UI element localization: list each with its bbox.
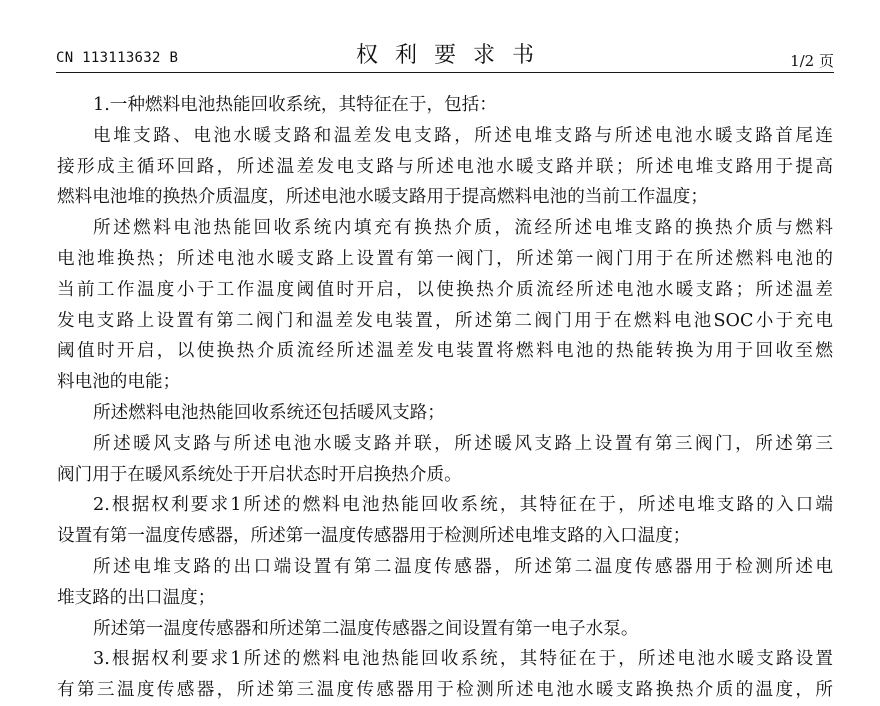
claim-line: 所述燃料电池热能回收系统还包括暖风支路；	[93, 402, 445, 423]
document-title: 权利要求书	[355, 43, 551, 68]
claim-line: 所述电堆支路的出口端设置有第二温度传感器，所述第二温度传感器用于检测所述电	[93, 556, 833, 577]
claim-line: 3.根据权利要求1所述的燃料电池热能回收系统，其特征在于，所述电池水暖支路设置	[93, 649, 833, 670]
claim-line: 料电池的电能；	[57, 372, 181, 393]
claim-line: 燃料电池堆的换热介质温度，所述电池水暖支路用于提高燃料电池的当前工作温度；	[57, 187, 708, 208]
claim-line: 设置有第一温度传感器，所述第一温度传感器用于检测所述电堆支路的入口温度；	[57, 526, 691, 547]
claim-line: 电池堆换热；所述电池水暖支路上设置有第一阀门，所述第一阀门用于在所述燃料电池的	[57, 248, 833, 269]
claim-line: 电堆支路、电池水暖支路和温差发电支路，所述电堆支路与所述电池水暖支路首尾连	[93, 125, 833, 146]
claim-line: 有第三温度传感器，所述第三温度传感器用于检测所述电池水暖支路换热介质的温度，所	[57, 680, 833, 701]
claim-line: 接形成主循环回路，所述温差发电支路与所述电池水暖支路并联；所述电堆支路用于提高	[57, 156, 833, 177]
claim-line: 当前工作温度小于工作温度阈值时开启，以使换热介质流经所述电池水暖支路；所述温差	[57, 279, 833, 300]
claim-line: 所述暖风支路与所述电池水暖支路并联，所述暖风支路上设置有第三阀门，所述第三	[93, 433, 833, 454]
claim-line: 所述第一温度传感器和所述第二温度传感器之间设置有第一电子水泵。	[93, 618, 639, 639]
page-header	[56, 38, 834, 73]
claim-line: 堆支路的出口温度；	[57, 587, 216, 608]
claims-text	[57, 90, 833, 706]
claim-line: 发电支路上设置有第二阀门和温差发电装置，所述第二阀门用于在燃料电池SOC小于充电	[57, 310, 833, 331]
claim-line: 阈值时开启，以使换热介质流经所述温差发电装置将燃料电池的热能转换为用于回收至燃	[57, 341, 833, 362]
claim-line: 1.一种燃料电池热能回收系统，其特征在于，包括：	[93, 95, 497, 115]
claim-line: 2.根据权利要求1所述的燃料电池热能回收系统，其特征在于，所述电堆支路的入口端	[93, 495, 833, 516]
claim-line: 阀门用于在暖风系统处于开启状态时开启换热介质。	[57, 464, 462, 485]
claim-line: 所述燃料电池热能回收系统内填充有换热介质，流经所述电堆支路的换热介质与燃料	[93, 218, 833, 239]
publication-number: CN 113113632 B	[56, 50, 179, 66]
page-number: 1/2 页	[790, 52, 834, 70]
